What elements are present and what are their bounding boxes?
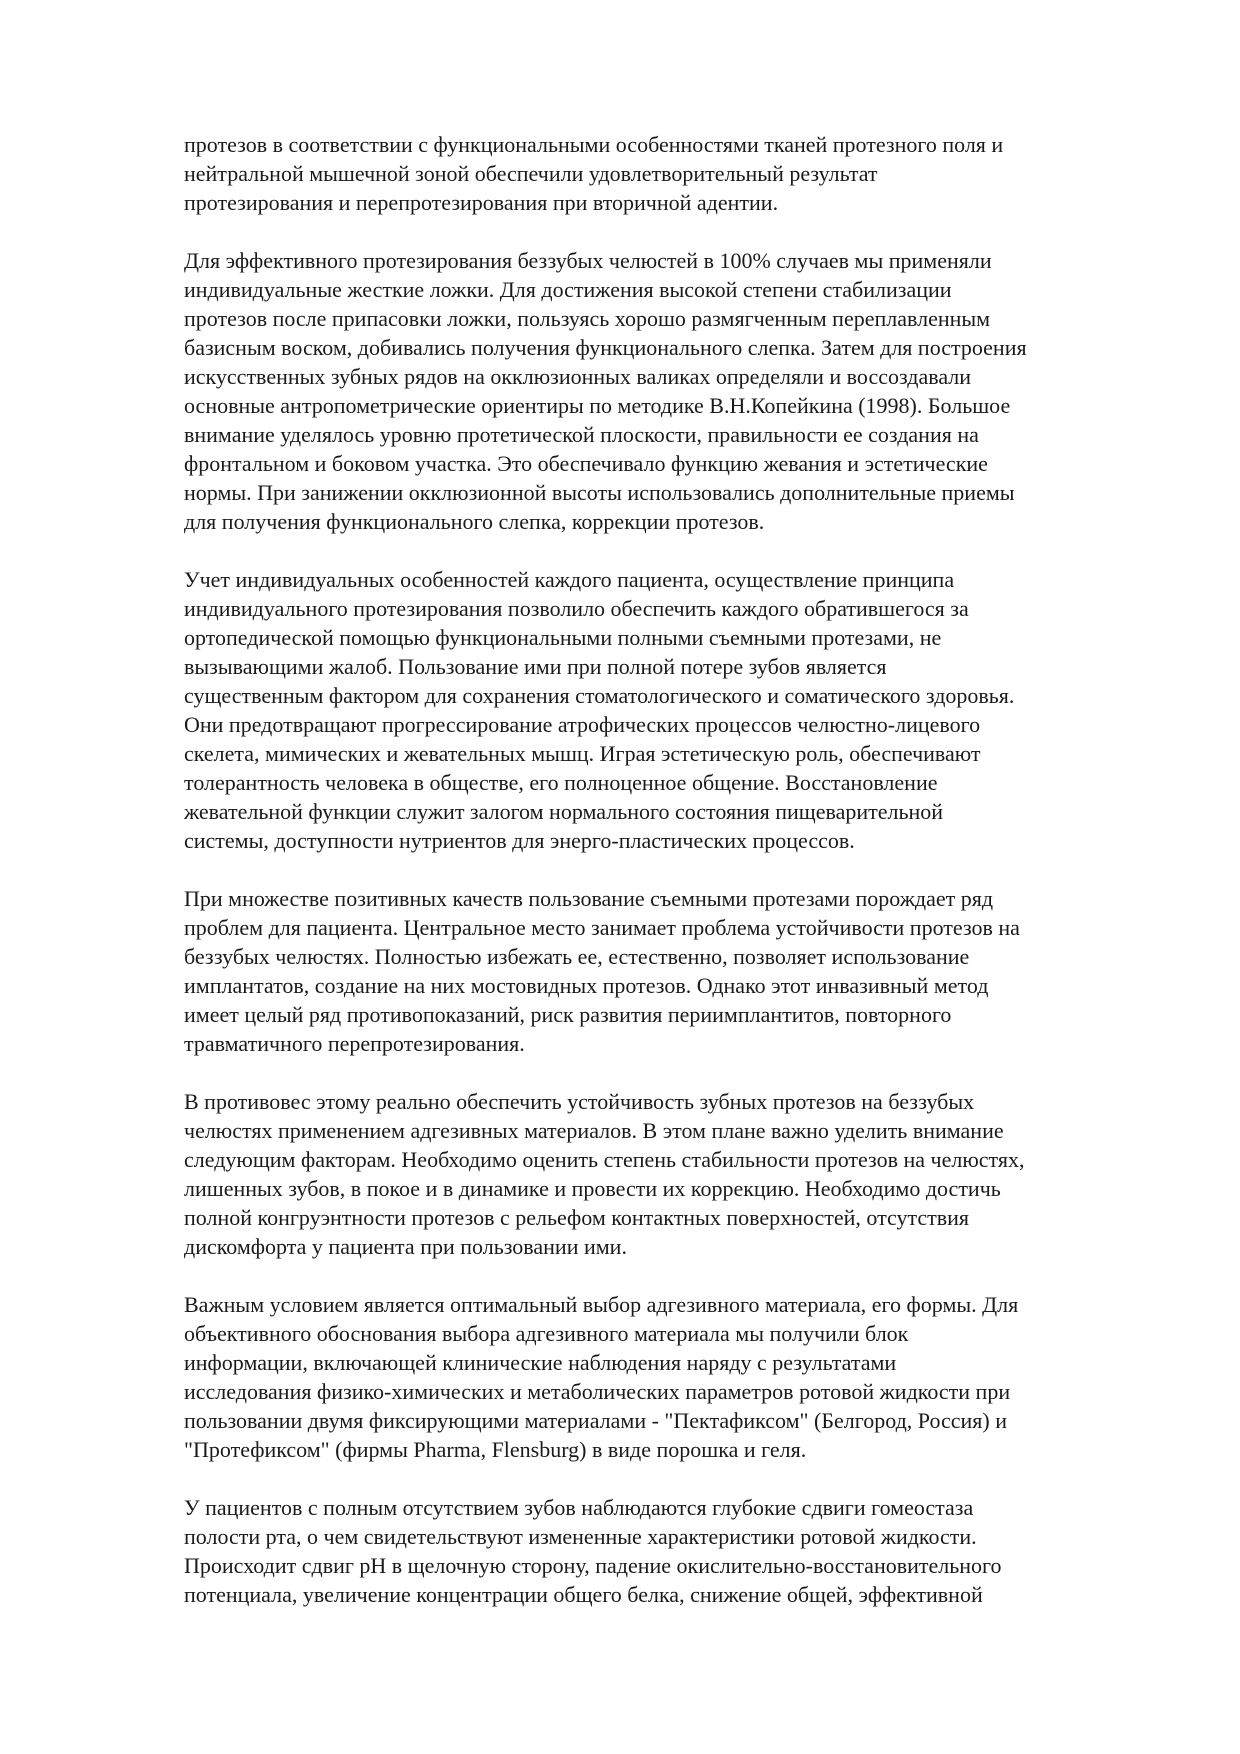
text-line: протезов в соответствии с функциональными особенностями тканей протезного поля и [184,132,1004,157]
text-line: У пациентов с полным отсутствием зубов наблюдаются глубокие сдвиги гомеостаза [184,1495,974,1520]
paragraph-1 [184,130,1159,217]
text-line: Происходит сдвиг pH в щелочную сторону, падение окислительно-восстановительного [184,1553,1002,1578]
text-line: вызывающими жалоб. Пользование ими при полной потере зубов является [184,654,887,679]
text-line: нормы. При занижении окклюзионной высоты использовались дополнительные приемы [184,480,1015,505]
text-line: беззубых челюстях. Полностью избежать ее, естественно, позволяет использование [184,944,970,969]
text-line: толерантность человека в обществе, его полноценное общение. Восстановление [184,770,938,795]
text-line: потенциала, увеличение концентрации общего белка, снижение общей, эффективной [184,1582,983,1607]
text-line: травматичного перепротезирования. [184,1031,525,1056]
text-line: для получения функционального слепка, коррекции протезов. [184,509,765,534]
text-line: информации, включающей клинические наблюдения наряду с результатами [184,1350,897,1375]
text-line: фронтальном и боковом участка. Это обеспечивало функцию жевания и эстетические [184,451,988,476]
text-line: существенным фактором для сохранения стоматологического и соматического здоровья. [184,683,1015,708]
text-line: имплантатов, создание на них мостовидных протезов. Однако этот инвазивный метод [184,973,989,998]
text-line: следующим факторам. Необходимо оценить степень стабильности протезов на челюстях, [184,1147,1025,1172]
text-line: внимание уделялось уровню протетической плоскости, правильности ее создания на [184,422,979,447]
text-line: основные антропометрические ориентиры по методике В.Н.Копейкина (1998). Большое [184,393,1011,418]
text-line: ортопедической помощью функциональными полными съемными протезами, не [184,625,942,650]
text-line: челюстях применением адгезивных материалов. В этом плане важно уделить внимание [184,1118,1004,1143]
text-line: жевательной функции служит залогом нормального состояния пищеварительной [184,799,944,824]
text-line: При множестве позитивных качеств пользование съемными протезами порождает ряд [184,886,994,911]
text-line: исследования физико-химических и метаболических параметров ротовой жидкости при [184,1379,1011,1404]
text-line: Учет индивидуальных особенностей каждого пациента, осуществление принципа [184,567,955,592]
text-line: "Протефиксом" (фирмы Pharma, Flensburg) в виде порошка и геля. [184,1437,807,1462]
text-line: дискомфорта у пациента при пользовании ими. [184,1234,627,1259]
text-line: имеет целый ряд противопоказаний, риск развития периимплантитов, повторного [184,1002,952,1027]
text-line: полной конгруэнтности протезов с рельефом контактных поверхностей, отсутствия [184,1205,970,1230]
document-body [184,130,1159,1638]
text-line: базисным воском, добивались получения функционального слепка. Затем для построения [184,335,1027,360]
text-line: объективного обоснования выбора адгезивного материала мы получили блок [184,1321,909,1346]
paragraph-7 [184,1493,1159,1609]
text-line: протезов после припасовки ложки, пользуясь хорошо размягченным переплавленным [184,306,991,331]
text-line: нейтральной мышечной зоной обеспечили удовлетворительный результат [184,161,878,186]
text-line: Для эффективного протезирования беззубых челюстей в 100% случаев мы применяли [184,248,992,273]
text-line: проблем для пациента. Центральное место занимает проблема устойчивости протезов на [184,915,1020,940]
text-line: лишенных зубов, в покое и в динамике и провести их коррекцию. Необходимо достичь [184,1176,1001,1201]
text-line: Они предотвращают прогрессирование атрофических процессов челюстно-лицевого [184,712,981,737]
text-line: Важным условием является оптимальный выбор адгезивного материала, его формы. Для [184,1292,1019,1317]
text-line: искусственных зубных рядов на окклюзионных валиках определяли и воссоздавали [184,364,972,389]
text-line: протезирования и перепротезирования при вторичной адентии. [184,190,779,215]
paragraph-4 [184,884,1159,1058]
paragraph-5 [184,1087,1159,1261]
text-line: полости рта, о чем свидетельствуют измененные характеристики ротовой жидкости. [184,1524,977,1549]
text-line: В противовес этому реально обеспечить устойчивость зубных протезов на беззубых [184,1089,975,1114]
text-line: пользовании двумя фиксирующими материалами - "Пектафиксом" (Белгород, Россия) и [184,1408,1008,1433]
text-line: индивидуального протезирования позволило обеспечить каждого обратившегося за [184,596,969,621]
paragraph-2 [184,246,1159,536]
paragraph-6 [184,1290,1159,1464]
text-line: скелета, мимических и жевательных мышц. Играя эстетическую роль, обеспечивают [184,741,981,766]
paragraph-3 [184,565,1159,855]
text-line: индивидуальные жесткие ложки. Для достижения высокой степени стабилизации [184,277,952,302]
text-line: системы, доступности нутриентов для энерго-пластических процессов. [184,828,855,853]
